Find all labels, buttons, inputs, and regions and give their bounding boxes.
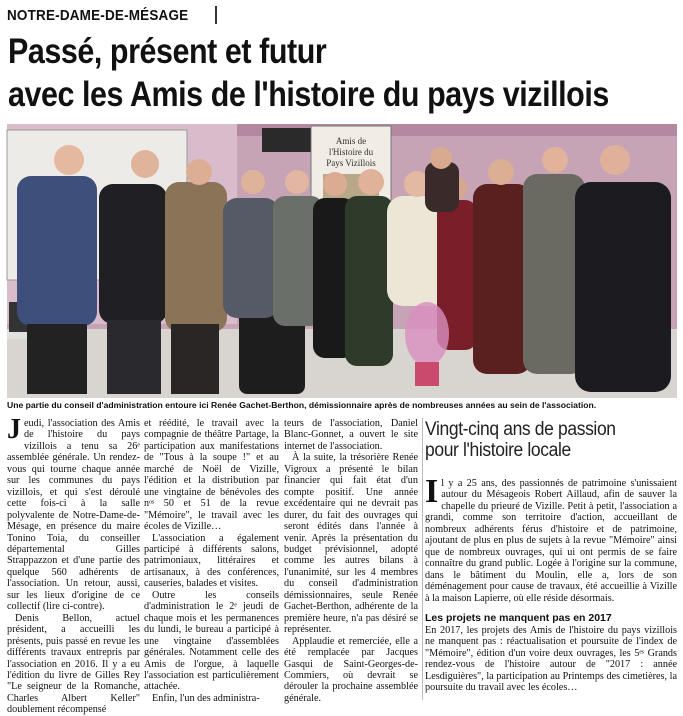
dropcap-j: J [7, 414, 21, 445]
col3-paragraph-2: À la suite, la trésorière Renée Vigroux a présenté le bilan financier qui fait état d'un compte positif. Une année excédentaire qui ne devrait pas durer, du fait des ouvrages qui seront édités dans l'année à venir. Après la présentation du budget prévisionnel, adopté comme les autres bilans à l'unanimité, sur les 4 membres du conseil d'administration démissionnaires, seule Renée Gachet-Berthon, adhérente de la première heure, n'a pas désiré se représenter. [284, 452, 418, 636]
section-label: NOTRE-DAME-DE-MÉSAGE [7, 6, 189, 24]
headline-line-1: Passé, présent et futur [8, 32, 327, 71]
section-divider [215, 6, 217, 24]
sidebar-subheading: Les projets ne manquent pas en 2017 [425, 612, 612, 624]
col2-paragraph-3: Outre les conseils d'administration le 2ᵉ jeudi de chaque mois et les permanences du lundi, le bureau a participé à une vingtaine d'assemblées générales. Notamment celle des Amis de l'orgue, à laquelle l'association est particulièrement attachée. [144, 589, 279, 693]
dropcap-i: I [425, 473, 439, 510]
sidebar-title-line-2: pour l'histoire locale [425, 440, 571, 461]
poster-line-2: l'Histoire du [328, 147, 374, 157]
article-headline [8, 30, 680, 116]
article-column-2 [144, 418, 279, 704]
col1-paragraph-2: Denis Bellon, actuel président, a accueilli les présents, puis passé en revue les différents travaux entrepris par l'association en 2016. Il y a eu l'édition du livre de Gilles Rey "Le seigneur de la Romanche, Charles Albert Keller" doublement récompensé [7, 612, 140, 716]
article-column-3 [284, 418, 418, 704]
flower-bouquet [405, 302, 449, 366]
col3-paragraph-1: teurs de l'association, Daniel Blanc-Gonnet, a ouvert le site internet de l'association. [284, 418, 418, 452]
sidebar-title-line-1: Vingt-cinq ans de passion [425, 419, 616, 440]
headline-line-2: avec les Amis de l'histoire du pays vizillois [8, 75, 609, 114]
section-header [7, 4, 217, 26]
group-photo [7, 124, 677, 398]
col3-paragraph-3: Applaudie et remerciée, elle a été remplacée par Jacques Gasqui de Saint-Georges-de-Commiers, où devrait se dérouler la prochaine assemblée générale. [284, 635, 418, 704]
col2-paragraph-2: L'association a également participé à différents salons, patrimoniaux, littéraires et artisanaux, à des conférences, causeries, balades et visites. [144, 532, 279, 590]
sidebar-paragraph-1: l y a 25 ans, des passionnés de patrimoine s'unissaient autour du Mésageois Robert Aillaud, afin de sauver la chapelle du prieuré de Vizille. Petit à petit, l'association a grandi, comme son territoire d'action, accueillant de nombreux adhérents férus d'histoire et de patrimoine, ajoutant de plus en plus de sujets à la revue "Mémoire" ainsi que de nombreux ouvrages, qui ui ont permis de se faire connaître du grand public. Logée à l'origine sur la commune, dans le bâtiment du Moulin, elle a, lors de son déménagement pour cause de travaux, été accueillie à Vizille à la maison Lapierre, où elle réside désormais. [425, 478, 677, 604]
col1-paragraph-1: eudi, l'association des Amis de l'histoire du pays vizillois a tenu sa 26ᵉ assemblée générale. Un rendez-vous qui tourne chaque année sur les communes du pays vizillois, et qui s'est déroulé cette fois-ci à la salle polyvalente de Notre-Dame-de-Mésage, en présence du maire Tonino Toia, du conseiller départemental Gilles Strappazzon et d'une partie des quelque 560 adhérents de l'association. Un retour, aussi, sur les lieux d'origine de ce collectif (lire ci-contre). [7, 418, 140, 613]
sidebar-title [425, 419, 680, 461]
article-column-1 [7, 414, 140, 716]
photo-caption: Une partie du conseil d'administration entoure ici Renée Gachet-Berthon, démissionnaire après de nombreuses années au sein de l'association. [7, 400, 597, 410]
poster-line-1: Amis de [335, 136, 367, 146]
sidebar-text [425, 473, 677, 604]
col2-paragraph-1: et réédité, le travail avec la compagnie de théâtre Partage, la participation aux manifestations de "Tous à la soupe !" et au marché de Noël de Vizille, l'édition et la distribution par une vingtaine de bénévoles des nᵒˢ 50 et 51 de la revue "Mémoire", le travail avec les écoles de Vizille… [144, 418, 279, 533]
col2-paragraph-4: Enfin, l'un des administra- [152, 692, 260, 704]
poster-line-3: Pays Vizillois [326, 158, 376, 168]
column-divider [422, 418, 423, 700]
sidebar-paragraph-2: En 2017, les projets des Amis de l'histoire du pays vizillois ne manquent pas : réactualisation et poursuite de l'index de "Mémoire", édition d'un voire deux ouvrages, les 5ᵉˢ Grands rendez-vous de l'histoire autour de "2017 : année Lesdiguières", la participation au Printemps des cimetières, la poursuite du travail avec les écoles… [425, 625, 677, 694]
